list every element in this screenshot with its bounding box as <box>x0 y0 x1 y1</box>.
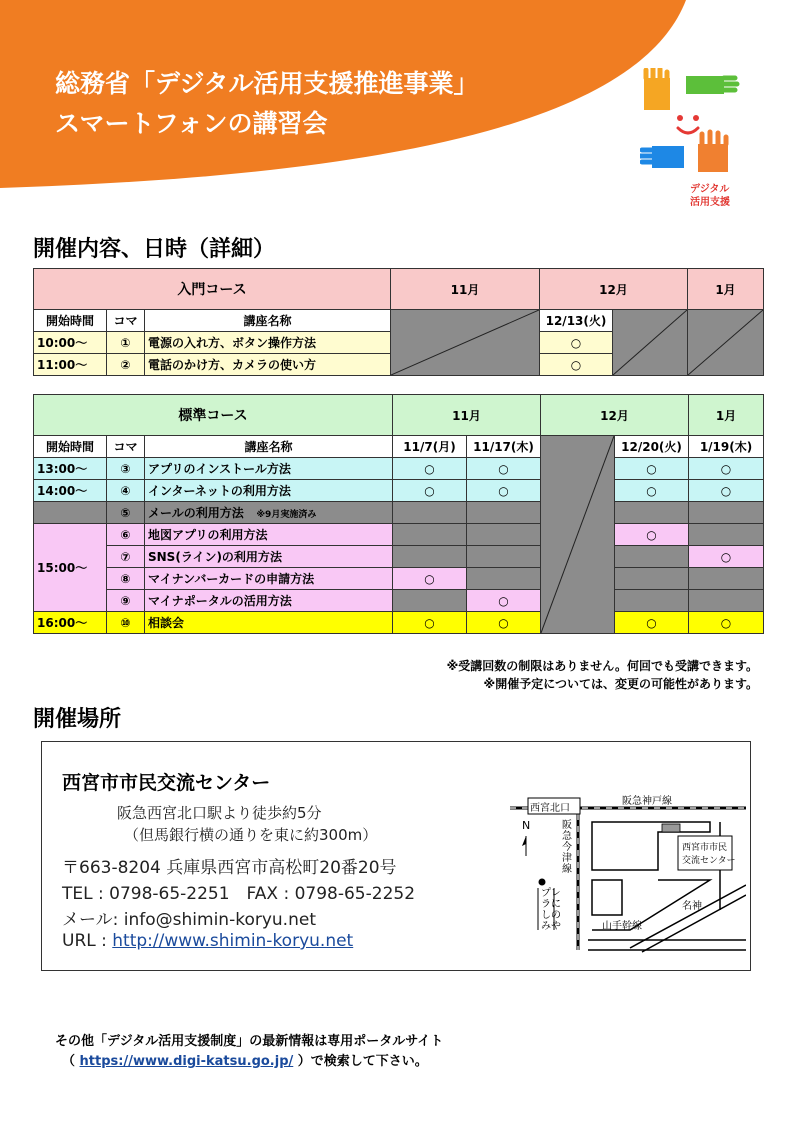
standard-dec-early-unavailable <box>541 436 615 634</box>
schedule-heading: 開催内容、日時（詳細） <box>33 237 276 262</box>
intro-nov-unavailable <box>391 310 540 376</box>
standard-row9-mark3 <box>615 590 689 612</box>
intro-month-dec: 12月 <box>540 269 688 310</box>
intro-row1-time: 10:00～ <box>34 332 107 354</box>
intro-course-title: 入門コース <box>34 269 391 310</box>
standard-row5-mark3 <box>615 502 689 524</box>
standard-row10-mark1: ○ <box>393 612 467 634</box>
note-schedule-change: ※開催予定については、変更の可能性があります。 <box>483 677 758 691</box>
standard-row3-num: ③ <box>107 458 145 480</box>
footer-portal-link[interactable]: https://www.digi-katsu.go.jp/ <box>79 1054 294 1069</box>
standard-row5-mark1 <box>393 502 467 524</box>
map-center-label1: 西宮市市民 <box>682 843 728 853</box>
standard-row7-mark2 <box>467 546 541 568</box>
intro-date-dec13: 12/13(火) <box>540 310 613 332</box>
footer-line2 <box>62 1050 428 1069</box>
venue-url-line <box>62 931 353 951</box>
venue-address: 〒663-8204 兵庫県西宮市高松町20番20号 <box>62 858 397 878</box>
intro-row1-num: ① <box>107 332 145 354</box>
standard-row8-mark3 <box>615 568 689 590</box>
intro-header-time: 開始時間 <box>34 310 107 332</box>
standard-header-koma: コマ <box>107 436 145 458</box>
map-imazu-line-label: 阪急今津線 <box>562 820 572 875</box>
standard-row9-name: マイナポータルの活用方法 <box>145 590 393 612</box>
standard-row4-mark4: ○ <box>689 480 764 502</box>
standard-row8-name: マイナンバーカードの申請方法 <box>145 568 393 590</box>
standard-row6-mark4 <box>689 524 764 546</box>
intro-month-nov: 11月 <box>391 269 540 310</box>
standard-row3-mark3: ○ <box>615 458 689 480</box>
standard-row9-mark2: ○ <box>467 590 541 612</box>
intro-row2-time: 11:00～ <box>34 354 107 376</box>
banner-title-line2: スマートフォンの講習会 <box>55 109 328 138</box>
standard-date-0119: 1/19(木) <box>689 436 764 458</box>
standard-row10-mark2: ○ <box>467 612 541 634</box>
footer-open-paren: （ <box>62 1054 80 1069</box>
standard-row3-mark4: ○ <box>689 458 764 480</box>
intro-row1-name: 電源の入れ方、ボタン操作方法 <box>145 332 391 354</box>
standard-row4-num: ④ <box>107 480 145 502</box>
standard-row6-mark3: ○ <box>615 524 689 546</box>
standard-row7-name: SNS(ライン)の利用方法 <box>145 546 393 568</box>
standard-row8-mark4 <box>689 568 764 590</box>
standard-row7-mark4: ○ <box>689 546 764 568</box>
standard-row6-mark1 <box>393 524 467 546</box>
standard-row5-name-cell <box>145 502 393 524</box>
standard-row4-mark2: ○ <box>467 480 541 502</box>
standard-row3-mark1: ○ <box>393 458 467 480</box>
standard-row4-mark1: ○ <box>393 480 467 502</box>
standard-date-1220: 12/20(火) <box>615 436 689 458</box>
standard-row8-mark2 <box>467 568 541 590</box>
standard-row10-mark3: ○ <box>615 612 689 634</box>
standard-row5-mark4 <box>689 502 764 524</box>
footer-close-text: ）で検索して下さい。 <box>293 1054 428 1069</box>
standard-row7-mark1 <box>393 546 467 568</box>
standard-row6-time: 15:00～ <box>34 524 107 612</box>
intro-dec-unavailable <box>613 310 688 376</box>
venue-url-link[interactable]: http://www.shimin-koryu.net <box>112 931 354 951</box>
standard-row3-mark2: ○ <box>467 458 541 480</box>
map-station-label: 西宮北口 <box>530 803 570 814</box>
logo-text2: 活用支援 <box>690 197 730 208</box>
note-unlimited: ※受講回数の制限はありません。何回でも受講できます。 <box>446 659 758 673</box>
intro-row2-num: ② <box>107 354 145 376</box>
intro-row1-dec-mark: ○ <box>540 332 613 354</box>
standard-row9-num: ⑨ <box>107 590 145 612</box>
intro-header-name: 講座名称 <box>145 310 391 332</box>
standard-course-table <box>33 394 764 634</box>
standard-month-jan: 1月 <box>689 395 764 436</box>
intro-jan-unavailable <box>688 310 764 376</box>
intro-row2-dec-mark: ○ <box>540 354 613 376</box>
standard-row5-note: ※9月実施済み <box>256 510 317 520</box>
venue-access-2: （但馬銀行横の通りを東に約300m） <box>124 826 378 844</box>
standard-row10-num: ⑩ <box>107 612 145 634</box>
standard-row8-mark1: ○ <box>393 568 467 590</box>
standard-row5-num: ⑤ <box>107 502 145 524</box>
map-center-label2: 交流センター <box>682 856 736 866</box>
venue-info-box <box>41 741 751 971</box>
standard-header-time: 開始時間 <box>34 436 107 458</box>
digital-support-logo <box>640 68 740 208</box>
map-north-label: N <box>522 819 531 832</box>
venue-access-1: 阪急西宮北口駅より徒歩約5分 <box>117 804 322 822</box>
standard-date-1117: 11/17(木) <box>467 436 541 458</box>
footer-line1: その他「デジタル活用支援制度」の最新情報は専用ポータルサイト <box>55 1034 444 1049</box>
venue-mail: メール: info@shimin-koryu.net <box>62 910 316 930</box>
standard-row3-time: 13:00～ <box>34 458 107 480</box>
venue-url-label: URL : <box>62 931 113 951</box>
standard-row6-mark2 <box>467 524 541 546</box>
standard-row7-num: ⑦ <box>107 546 145 568</box>
standard-month-nov: 11月 <box>393 395 541 436</box>
standard-row6-name: 地図アプリの利用方法 <box>145 524 393 546</box>
map-prerala-label: プレラにしのみや <box>541 888 561 932</box>
standard-month-dec: 12月 <box>541 395 689 436</box>
standard-row10-time: 16:00～ <box>34 612 107 634</box>
standard-row9-mark4 <box>689 590 764 612</box>
intro-month-jan: 1月 <box>688 269 764 310</box>
venue-tel-fax: TEL : 0798-65-2251 FAX : 0798-65-2252 <box>62 884 416 904</box>
map-kobe-line-label: 阪急神戸線 <box>622 796 672 807</box>
standard-row5-mark2 <box>467 502 541 524</box>
standard-row10-mark4: ○ <box>689 612 764 634</box>
standard-row3-name: アプリのインストール方法 <box>145 458 393 480</box>
intro-course-table <box>33 268 764 376</box>
standard-row10-name: 相談会 <box>145 612 393 634</box>
standard-row4-mark3: ○ <box>615 480 689 502</box>
intro-row2-name: 電話のかけ方、カメラの使い方 <box>145 354 391 376</box>
logo-text1: デジタル <box>690 184 730 195</box>
standard-row5-name: メールの利用方法 <box>148 506 244 520</box>
intro-header-koma: コマ <box>107 310 145 332</box>
standard-row5-time <box>34 502 107 524</box>
map-yamate-label: 山手幹線 <box>602 921 642 932</box>
standard-row4-name: インターネットの利用方法 <box>145 480 393 502</box>
standard-row8-num: ⑧ <box>107 568 145 590</box>
standard-row9-mark1 <box>393 590 467 612</box>
banner-title-line1: 総務省「デジタル活用支援推進事業」 <box>55 69 479 98</box>
standard-date-1107: 11/7(月) <box>393 436 467 458</box>
standard-row7-mark3 <box>615 546 689 568</box>
map-meishin-label: 名神 <box>682 901 702 912</box>
standard-header-name: 講座名称 <box>145 436 393 458</box>
standard-row6-num: ⑥ <box>107 524 145 546</box>
standard-row4-time: 14:00～ <box>34 480 107 502</box>
venue-name: 西宮市市民交流センター <box>62 772 271 794</box>
venue-heading: 開催場所 <box>33 707 122 732</box>
standard-course-title: 標準コース <box>34 395 393 436</box>
